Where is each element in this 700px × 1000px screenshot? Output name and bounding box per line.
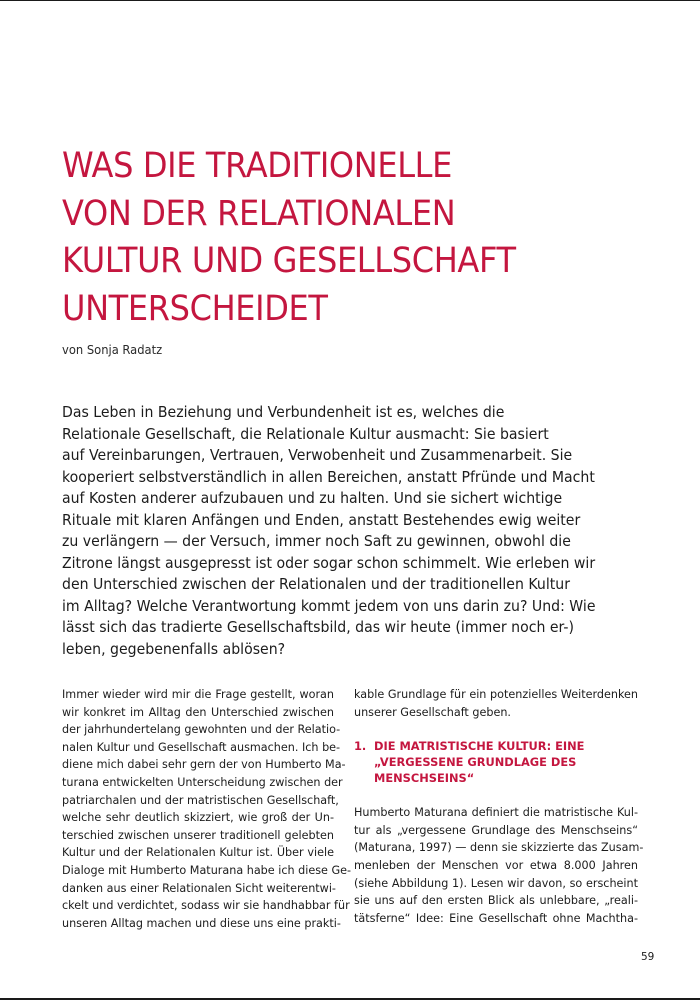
- body-line: unseren Alltag machen und diese uns eine prakti-: [62, 916, 341, 930]
- intro-line: kooperiert selbstverständlich in allen Bereichen, anstatt Pfründe und Macht: [62, 467, 595, 486]
- body-line: danken aus einer Relationalen Sicht weiterentwi-: [62, 881, 336, 895]
- title-line: KULTUR UND GESELLSCHAFT: [62, 241, 516, 281]
- body-line: unserer Gesellschaft geben.: [354, 705, 511, 719]
- intro-line: auf Kosten anderer aufzubauen und zu halten. Und sie sichert wichtige: [62, 489, 563, 507]
- intro-line: zu verlängern — der Versuch, immer noch Saft zu gewinnen, obwohl die: [62, 532, 571, 550]
- section-heading: [354, 738, 638, 786]
- intro-line: im Alltag? Welche Verantwortung kommt jedem von uns darin zu? Und: Wie: [62, 596, 596, 615]
- body-line: Dialoge mit Humberto Maturana habe ich diese Ge-: [62, 863, 352, 877]
- section-heading-line: „VERGESSENE GRUNDLAGE DES: [374, 755, 577, 770]
- section-heading-line: MENSCHSEINS“: [374, 771, 475, 786]
- body-line: (Maturana, 1997) — denn sie skizzierte das Zusam-: [354, 841, 644, 855]
- body-line: welche sehr deutlich skizziert, wie groß der Un-: [62, 811, 334, 825]
- body-line: turana entwickelten Unterscheidung zwischen der: [62, 775, 343, 789]
- left-column: [62, 686, 352, 932]
- intro-line: Relationale Gesellschaft, die Relationale Kultur ausmacht: Sie basiert: [62, 424, 549, 443]
- body-line: Humberto Maturana definiert die matristische Kul-: [354, 806, 638, 820]
- body-line: wir konkret im Alltag den Unterschied zwischen: [62, 705, 334, 719]
- page-number: 59: [641, 951, 655, 963]
- body-line: nalen Kultur und Gesellschaft ausmachen. Ich be-: [62, 740, 341, 754]
- intro-line: leben, gegebenenfalls ablösen?: [62, 639, 286, 658]
- body-line: menleben der Menschen vor etwa 8.000 Jahren: [354, 858, 638, 872]
- article-title: [62, 143, 611, 333]
- intro-line: Zitrone längst ausgepresst ist oder sogar schon schimmelt. Wie erleben wir: [62, 553, 596, 572]
- body-line: tur als „vergessene Grundlage des Menschseins“: [354, 823, 638, 837]
- body-line: patriarchalen und der matristischen Gesellschaft,: [62, 793, 339, 807]
- body-line: sie uns auf den ersten Blick als unlebbare, „reali-: [354, 894, 638, 908]
- body-line: terschied zwischen unserer traditionell gelebten: [62, 828, 334, 842]
- intro-line: Das Leben in Beziehung und Verbundenheit ist es, welches die: [62, 403, 505, 421]
- body-line: diene mich dabei sehr gern der von Humberto Ma-: [62, 758, 346, 772]
- intro-line: auf Vereinbarungen, Vertrauen, Verwobenheit und Zusammenarbeit. Sie: [62, 446, 573, 464]
- author-byline: von Sonja Radatz: [62, 342, 163, 357]
- section-number: 1.: [354, 739, 367, 754]
- body-line: Kultur und der Relationalen Kultur ist. Über viele: [62, 846, 334, 860]
- body-line: tätsferne“ Idee: Eine Gesellschaft ohne Machtha-: [354, 911, 638, 925]
- section-heading-line: DIE MATRISTISCHE KULTUR: EINE: [374, 739, 585, 754]
- intro-paragraph: [62, 402, 629, 660]
- title-line: VON DER RELATIONALEN: [62, 193, 456, 234]
- title-line: UNTERSCHEIDET: [62, 288, 328, 329]
- title-line: WAS DIE TRADITIONELLE: [62, 146, 453, 186]
- body-line: der jahrhundertelang gewohnten und der Relatio-: [62, 723, 341, 737]
- body-line: (siehe Abbildung 1). Lesen wir davon, so erscheint: [354, 876, 638, 890]
- right-column: [354, 686, 644, 927]
- page-top-edge: [0, 0, 700, 1]
- intro-line: Rituale mit klaren Anfängen und Enden, anstatt Bestehendes ewig weiter: [62, 510, 581, 529]
- body-line: Immer wieder wird mir die Frage gestellt, woran: [62, 688, 334, 701]
- intro-line: lässt sich das tradierte Gesellschaftsbild, das wir heute (immer noch er-): [62, 618, 575, 636]
- intro-line: den Unterschied zwischen der Relationalen und der traditionellen Kultur: [62, 575, 570, 593]
- body-line: kable Grundlage für ein potenzielles Weiterdenken: [354, 688, 638, 701]
- body-line: ckelt und verdichtet, sodass wir sie handhabbar für: [62, 899, 350, 913]
